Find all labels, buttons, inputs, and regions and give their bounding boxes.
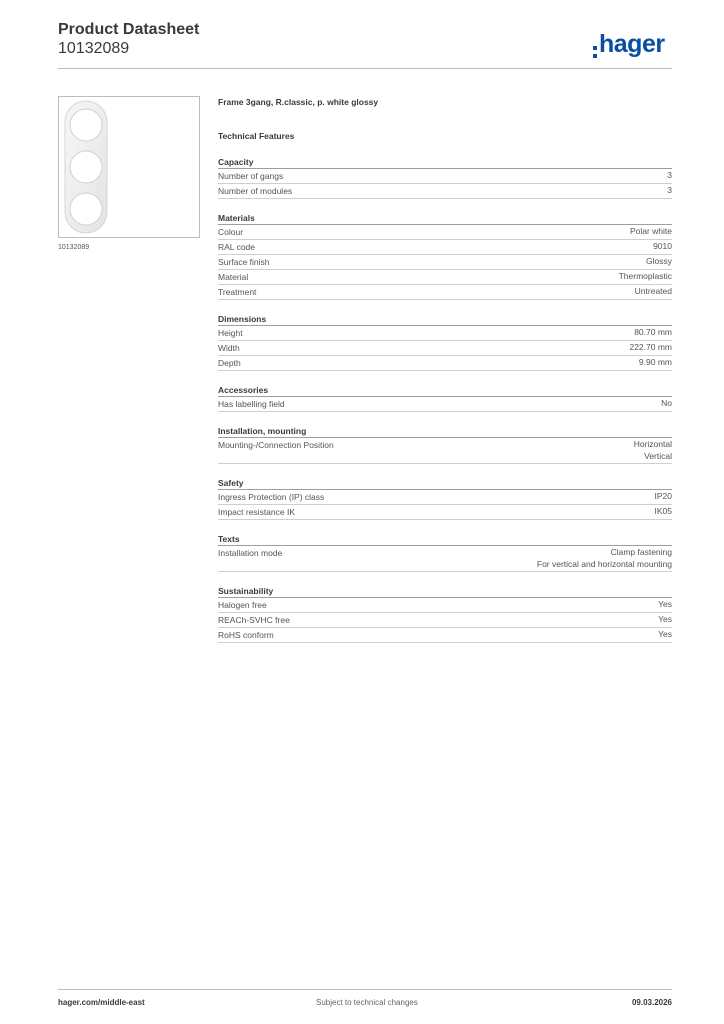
logo-text: hager [599, 30, 665, 58]
feature-value-line: 80.70 mm [634, 327, 672, 337]
logo-dots-icon [593, 46, 597, 58]
feature-row [218, 505, 672, 520]
feature-value-line: IP20 [654, 491, 672, 501]
section-title: Safety [218, 477, 672, 490]
datasheet-content [218, 96, 672, 643]
feature-row [218, 169, 672, 184]
feature-value-line: For vertical and horizontal mounting [536, 558, 672, 569]
footer-website: hager.com/middle-east [58, 998, 145, 1007]
feature-label: Colour [218, 227, 244, 237]
feature-value-line: Vertical [644, 450, 672, 461]
feature-value-line: Horizontal [633, 439, 672, 449]
hager-logo [593, 30, 665, 58]
feature-value-line: Yes [658, 599, 672, 609]
feature-row [218, 240, 672, 255]
feature-value [635, 286, 672, 298]
section-installation-mounting [218, 425, 672, 464]
feature-value [646, 256, 672, 268]
footer-notice: Subject to technical changes [316, 998, 418, 1007]
feature-row [218, 285, 672, 300]
section-title: Materials [218, 212, 672, 225]
feature-value [634, 327, 672, 339]
feature-value-line: 222.70 mm [629, 342, 672, 352]
section-materials [218, 212, 672, 300]
feature-row [218, 438, 672, 464]
feature-value [655, 506, 673, 518]
section-title: Installation, mounting [218, 425, 672, 438]
feature-value-line: Polar white [629, 226, 672, 236]
footer-date: 09.03.2026 [631, 998, 672, 1007]
feature-label: Height [218, 328, 243, 338]
footer-divider [58, 989, 672, 990]
product-image [58, 96, 200, 238]
frame-3gang-icon [59, 97, 199, 237]
feature-value [634, 439, 672, 462]
feature-value-line: Glossy [646, 256, 672, 266]
section-texts [218, 533, 672, 572]
feature-row [218, 326, 672, 341]
feature-label: Ingress Protection (IP) class [218, 492, 325, 502]
page-header [58, 20, 199, 58]
feature-row [218, 270, 672, 285]
header-divider [58, 68, 672, 69]
feature-value [655, 491, 673, 503]
feature-value-line: IK05 [654, 506, 672, 516]
feature-row [218, 613, 672, 628]
feature-value [667, 170, 672, 182]
feature-row [218, 598, 672, 613]
feature-label: Mounting-/Connection Position [218, 440, 334, 450]
feature-value-line: 3 [667, 170, 672, 180]
feature-label: RoHS conform [218, 630, 274, 640]
product-number: 10132089 [58, 40, 130, 57]
feature-label: Surface finish [218, 257, 270, 267]
feature-value-line: 3 [667, 185, 672, 195]
feature-row [218, 397, 672, 412]
feature-row [218, 628, 672, 643]
feature-value-line: No [661, 398, 672, 408]
feature-value [667, 185, 672, 197]
feature-value [653, 241, 672, 253]
feature-value [658, 599, 672, 611]
feature-row [218, 546, 672, 572]
feature-label: Has labelling field [218, 399, 285, 409]
section-title: Dimensions [218, 313, 672, 326]
page-title: Product Datasheet [58, 21, 200, 38]
feature-label: REACh-SVHC free [218, 615, 290, 625]
feature-value [630, 226, 672, 238]
feature-label: Depth [218, 358, 241, 368]
feature-value [658, 629, 672, 641]
feature-value [639, 357, 672, 369]
feature-label: Impact resistance IK [218, 507, 296, 517]
feature-value-line: Untreated [634, 286, 672, 296]
feature-label: Width [218, 343, 240, 353]
section-title: Capacity [218, 156, 672, 169]
section-accessories [218, 384, 672, 412]
feature-row [218, 255, 672, 270]
feature-value [661, 398, 672, 410]
feature-value-line: Clamp fastening [610, 547, 672, 557]
feature-row [218, 356, 672, 371]
feature-label: RAL code [218, 242, 256, 252]
image-caption: 10132089 [58, 244, 90, 251]
section-capacity [218, 156, 672, 199]
feature-label: Material [218, 272, 249, 282]
section-title: Texts [218, 533, 672, 546]
feature-sections [218, 156, 672, 643]
feature-row [218, 341, 672, 356]
section-sustainability [218, 585, 672, 643]
feature-label: Number of gangs [218, 171, 284, 181]
feature-value [619, 271, 672, 283]
feature-row [218, 225, 672, 240]
product-name: Frame 3gang, R.classic, p. white glossy [218, 97, 379, 107]
feature-value-line: Yes [658, 629, 672, 639]
section-title: Accessories [218, 384, 672, 397]
section-dimensions [218, 313, 672, 371]
feature-value-line: 9.90 mm [638, 357, 672, 367]
feature-value-line: Thermoplastic [618, 271, 672, 281]
section-safety [218, 477, 672, 520]
feature-value [537, 547, 672, 570]
feature-value-line: Yes [658, 614, 672, 624]
technical-features-heading: Technical Features [218, 131, 295, 141]
feature-value [629, 342, 672, 354]
feature-row [218, 490, 672, 505]
feature-row [218, 184, 672, 199]
feature-label: Installation mode [218, 548, 283, 558]
feature-label: Treatment [218, 287, 257, 297]
feature-value-line: 9010 [653, 241, 672, 251]
feature-label: Halogen free [218, 600, 267, 610]
section-title: Sustainability [218, 585, 672, 598]
feature-value [658, 614, 672, 626]
feature-label: Number of modules [218, 186, 293, 196]
